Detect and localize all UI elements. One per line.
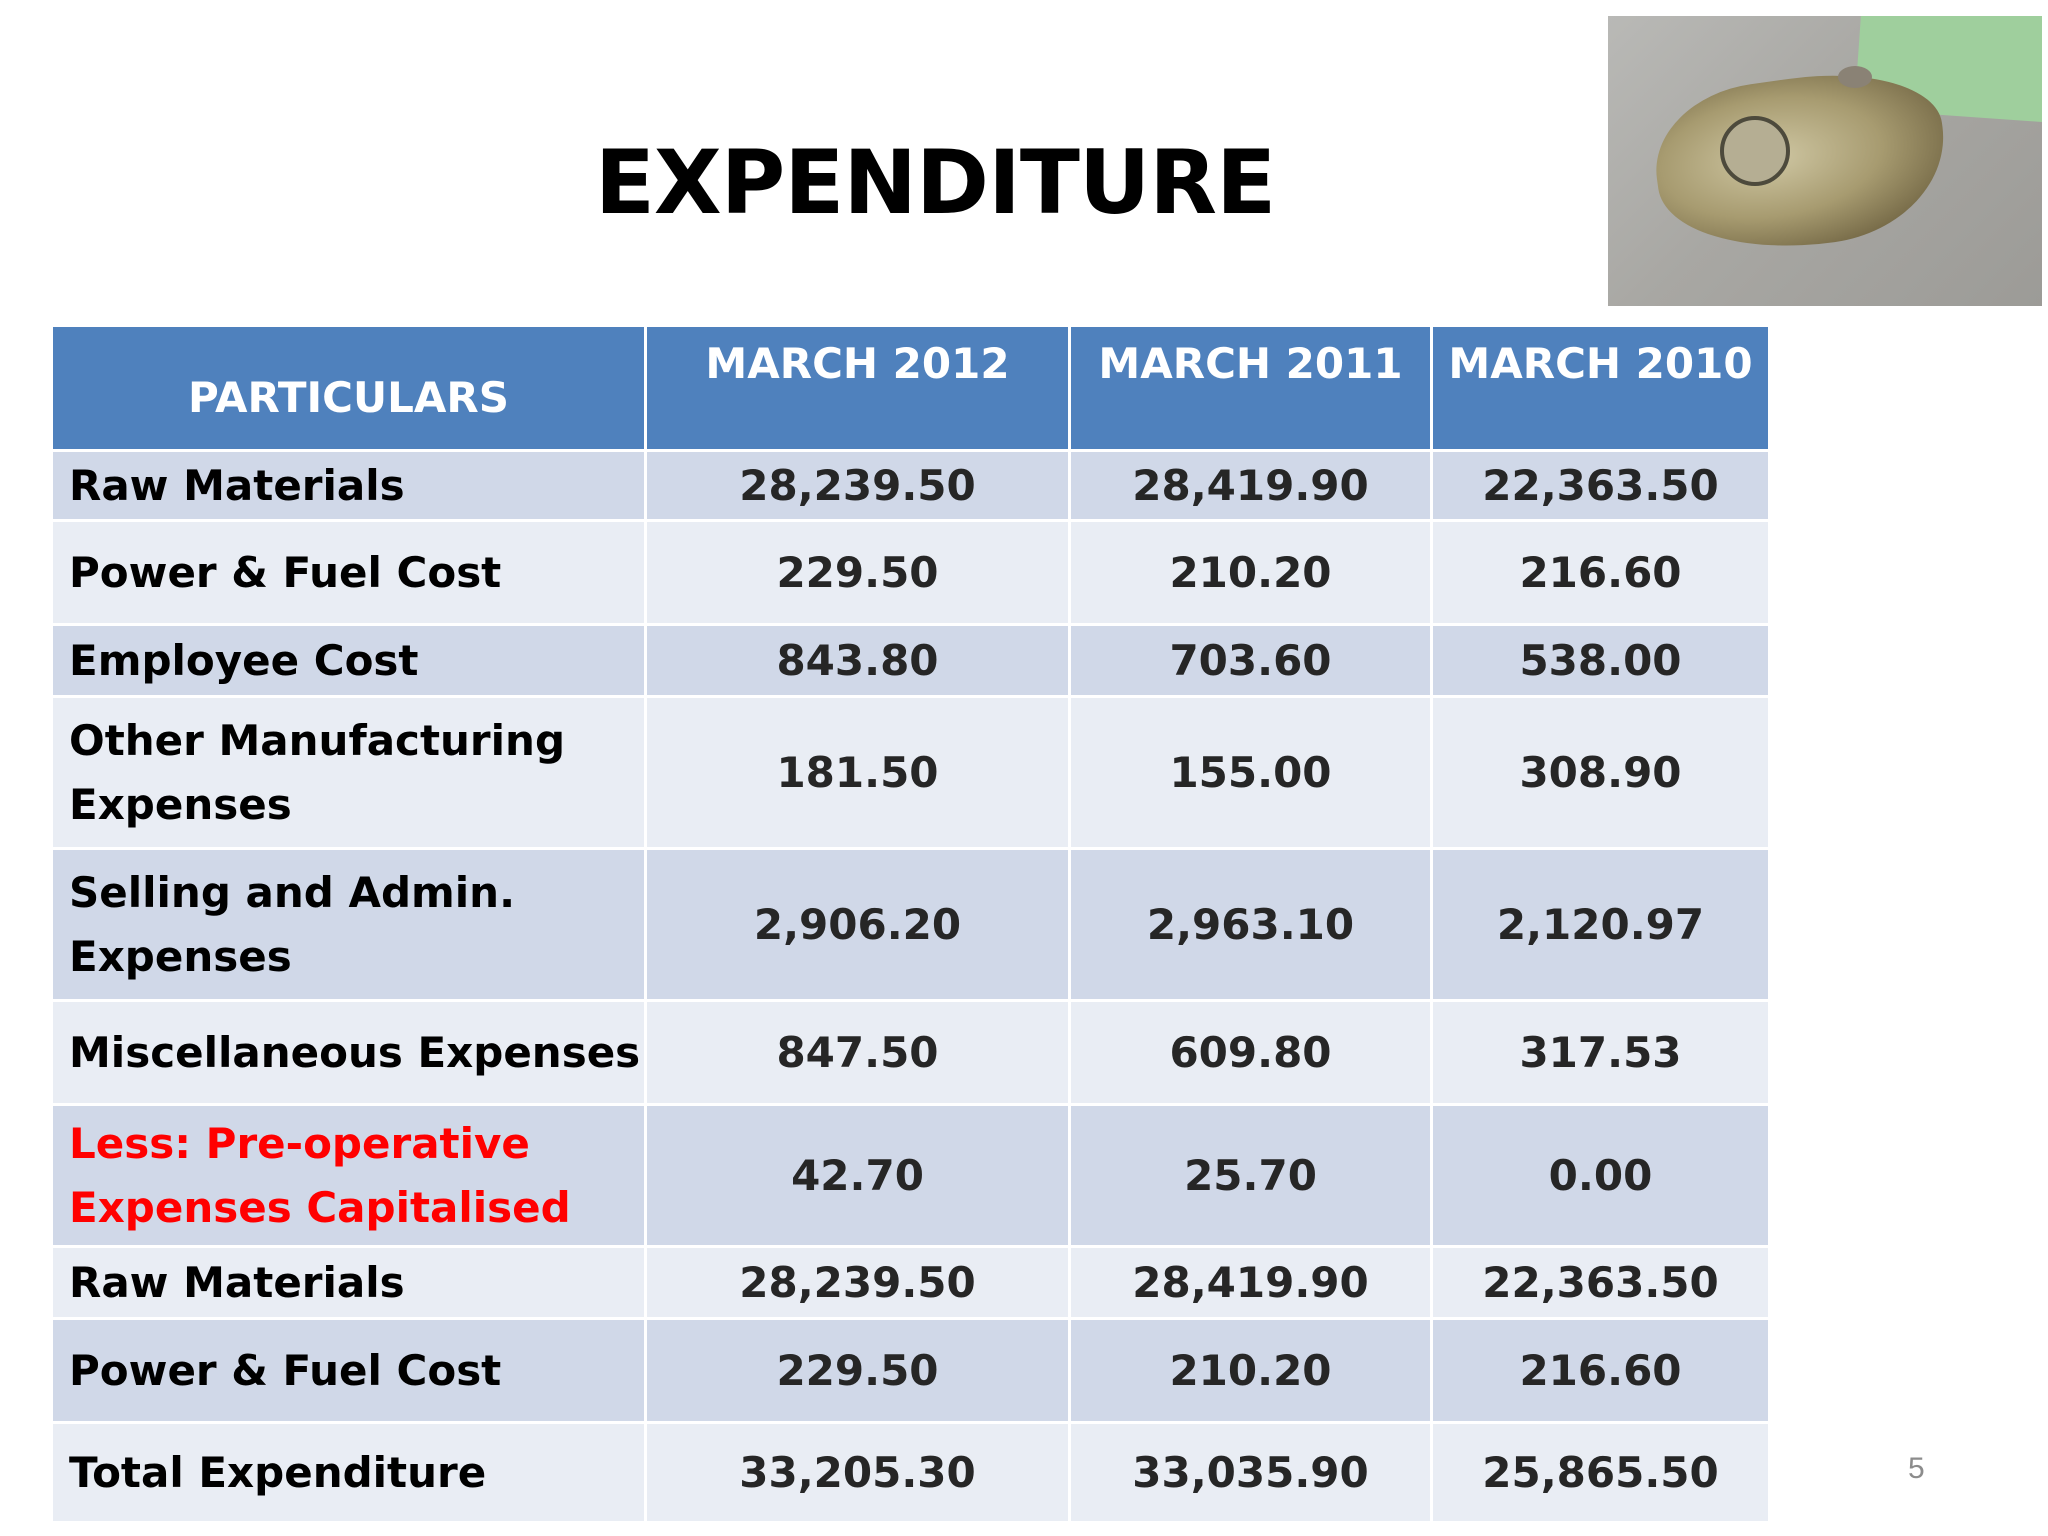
value-march-2010: 22,363.50 [1432,451,1770,521]
row-label: Other Manufacturing Expenses [52,697,646,849]
value-march-2012: 28,239.50 [646,1247,1070,1319]
header-march-2011: MARCH 2011 [1070,326,1432,451]
pushpin [1838,66,1872,88]
table-row [52,1319,1770,1423]
table-row [52,625,1770,697]
row-label: Miscellaneous Expenses [52,1001,646,1105]
value-march-2012: 847.50 [646,1001,1070,1105]
slide-title: EXPENDITURE [594,131,1276,234]
table-row [52,451,1770,521]
value-march-2011: 609.80 [1070,1001,1432,1105]
value-march-2011: 28,419.90 [1070,451,1432,521]
header-march-2012: MARCH 2012 [646,326,1070,451]
row-label: Power & Fuel Cost [52,521,646,625]
table-row [52,1105,1770,1247]
table-row-total [52,1423,1770,1523]
value-march-2011: 33,035.90 [1070,1423,1432,1523]
value-march-2012: 42.70 [646,1105,1070,1247]
value-march-2010: 538.00 [1432,625,1770,697]
table-row [52,1247,1770,1319]
value-march-2010: 317.53 [1432,1001,1770,1105]
value-march-2011: 210.20 [1070,1319,1432,1423]
table-row [52,697,1770,849]
value-march-2012: 843.80 [646,625,1070,697]
value-march-2011: 703.60 [1070,625,1432,697]
row-label: Power & Fuel Cost [52,1319,646,1423]
value-march-2011: 25.70 [1070,1105,1432,1247]
expenditure-table [50,324,1771,1524]
row-label: Total Expenditure [52,1423,646,1523]
value-march-2010: 216.60 [1432,1319,1770,1423]
row-label: Employee Cost [52,625,646,697]
value-march-2012: 229.50 [646,521,1070,625]
row-label: Raw Materials [52,451,646,521]
value-march-2010: 308.90 [1432,697,1770,849]
header-march-2010: MARCH 2010 [1432,326,1770,451]
table-row [52,1001,1770,1105]
value-march-2012: 229.50 [646,1319,1070,1423]
value-march-2011: 155.00 [1070,697,1432,849]
value-march-2010: 22,363.50 [1432,1247,1770,1319]
table-row [52,521,1770,625]
value-march-2010: 216.60 [1432,521,1770,625]
burnt-banknote [1646,59,1957,266]
value-march-2012: 2,906.20 [646,849,1070,1001]
row-label: Selling and Admin. Expenses [52,849,646,1001]
header-particulars: PARTICULARS [52,326,646,451]
value-march-2010: 0.00 [1432,1105,1770,1247]
row-label: Raw Materials [52,1247,646,1319]
page-number: 5 [1908,1452,1925,1485]
value-march-2011: 2,963.10 [1070,849,1432,1001]
value-march-2012: 28,239.50 [646,451,1070,521]
value-march-2010: 25,865.50 [1432,1423,1770,1523]
row-label-highlighted: Less: Pre-operative Expenses Capitalised [52,1105,646,1247]
value-march-2010: 2,120.97 [1432,849,1770,1001]
header-row [52,326,1770,451]
value-march-2011: 210.20 [1070,521,1432,625]
crumpled-money-photo [1608,16,2042,306]
table-row [52,849,1770,1001]
banknote-seal [1720,116,1790,186]
value-march-2011: 28,419.90 [1070,1247,1432,1319]
value-march-2012: 181.50 [646,697,1070,849]
value-march-2012: 33,205.30 [646,1423,1070,1523]
